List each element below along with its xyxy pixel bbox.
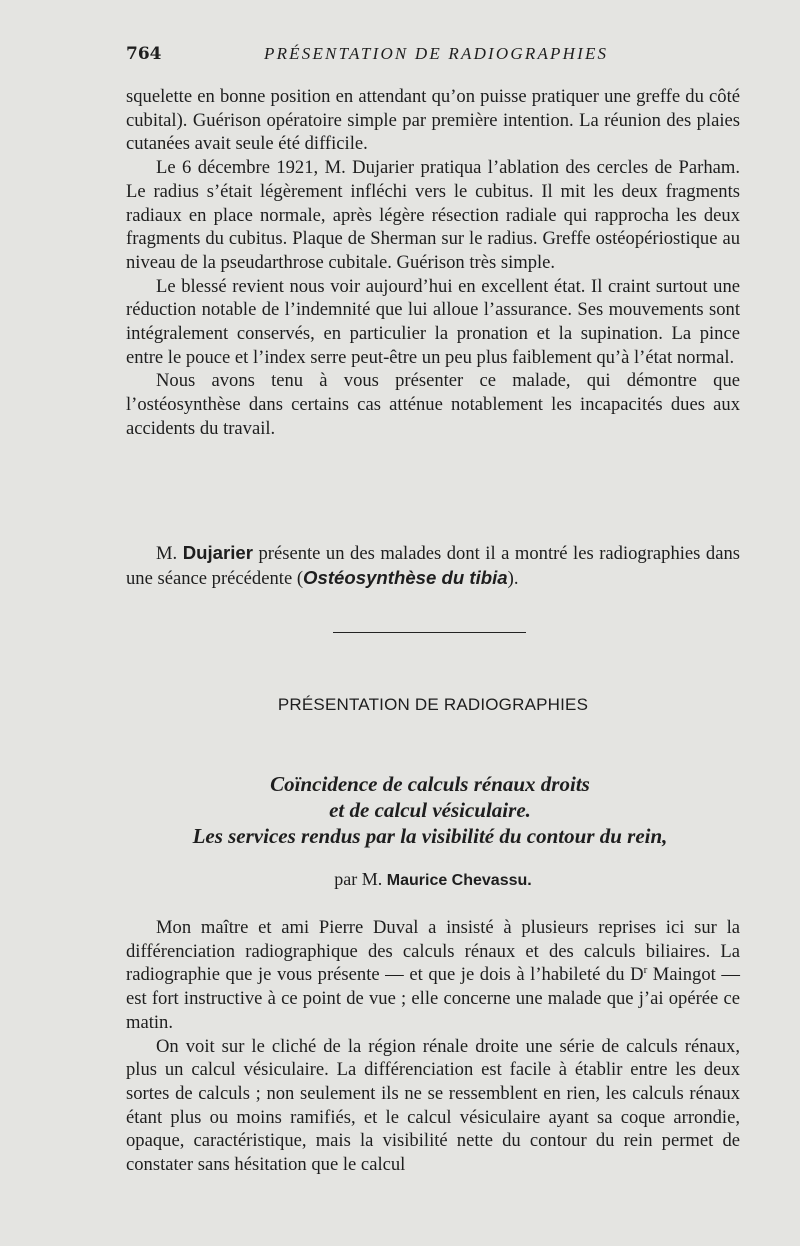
paragraph (126, 916, 740, 1035)
first-section (126, 85, 740, 441)
page-number: 764 (126, 44, 162, 64)
byline-author: Maurice Chevassu. (386, 872, 532, 889)
remark-text: présente un des malades dont il a montré les radiographies dans une séance précédente ( (126, 543, 740, 589)
title-line: Les services rendus par la visibilité du contour du rein, (192, 824, 668, 848)
running-header (126, 44, 740, 70)
title-line: et de calcul vésiculaire. (329, 798, 531, 822)
remark-suffix: ). (507, 567, 519, 589)
article-body (126, 916, 740, 1177)
byline-prefix: par M. (334, 869, 383, 889)
byline (126, 869, 740, 890)
superscript: r (643, 964, 648, 977)
paragraph-text: Mon maître et ami Pierre Duval a insisté à plusieurs reprises ici sur la différenciation radiographique des calculs rénaux et des calculs biliaires. La radiographie que je vous présente — et que je dois à l’habileté du D (126, 917, 740, 986)
remark-prefix: M. (156, 543, 178, 564)
paragraph: Le 6 décembre 1921, M. Dujarier pratiqua l’ablation des cercles de Parham. Le radius s’était légèrement infléchi vers le cubitus. Il mit les deux fragments radiaux en place normale, après légère résection radiale qui rapprocha les deux fragments du cubitus. Plaque de Sherman sur le radius. Greffe ostéopériostique au niveau de la pseudarthrose cubitale. Guérison très simple. (126, 157, 740, 273)
section-heading: PRÉSENTATION DE RADIOGRAPHIES (277, 695, 589, 714)
article-title (100, 771, 760, 849)
paragraph: Le blessé revient nous voir aujourd’hui en excellent état. Il craint surtout une réduction notable de l’indemnité que lui alloue l’assurance. Ses mouvements sont intégralement conservés, en particulier la pronation et la supination. La pince entre le pouce et l’index serre peut-être un peu plus faiblement qu’à l’état normal. (126, 275, 740, 368)
paragraph: squelette en bonne position en attendant qu’on puisse pratiquer une greffe du côté cubital). Guérison opératoire simple par première intention. La réunion des plaies cutanées avait seule été difficile. (126, 86, 740, 155)
paragraph: On voit sur le cliché de la région rénale droite une série de calculs rénaux, plus un calcul vésiculaire. La différenciation est facile à établir entre les deux sortes de calculs ; non seulement ils ne se ressemblent en rien, les calculs rénaux étant plus ou moins ramifiés, et le calcul vésiculaire ayant sa coque arrondie, opaque, caractéristique, mais la visibilité nette du contour du rein permet de constater sans hésitation que le calcul (126, 1035, 740, 1176)
remark-topic: Ostéosynthèse du tibia (303, 566, 508, 588)
section-divider (333, 632, 526, 633)
paragraph-text: Maingot — est fort instructive à ce point de vue ; elle concerne une malade que j’ai opérée ce matin. (126, 964, 740, 1033)
paragraph: Nous avons tenu à vous présenter ce malade, qui démontre que l’ostéosynthèse dans certains cas atténue notablement les incapacités dues aux accidents du travail. (126, 370, 740, 439)
running-title: PRÉSENTATION DE RADIOGRAPHIES (264, 44, 609, 63)
remark-paragraph (126, 541, 740, 590)
title-line: Coïncidence de calculs rénaux droits (270, 772, 590, 796)
remark-author: Dujarier (182, 542, 253, 563)
